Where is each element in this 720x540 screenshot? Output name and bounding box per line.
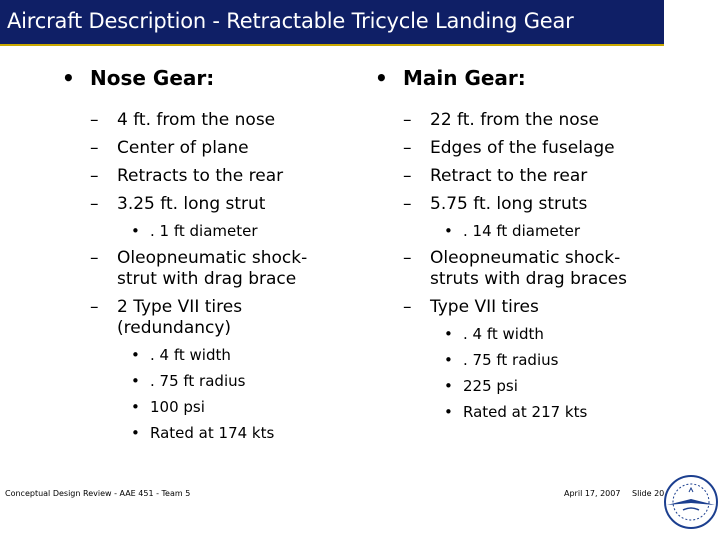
footer-presentation-name: Conceptual Design Review - AAE 451 - Team 5 bbox=[5, 489, 191, 498]
list-item bbox=[62, 248, 372, 290]
list-item bbox=[375, 138, 695, 159]
list-item bbox=[62, 297, 372, 339]
bullet-icon: • bbox=[131, 222, 140, 240]
sub-item-text: . 75 ft radius bbox=[150, 372, 246, 390]
list-item-text: Type VII tires bbox=[430, 297, 539, 317]
footer-date: April 17, 2007 bbox=[564, 489, 621, 498]
nose-gear-heading bbox=[62, 66, 372, 92]
list-item bbox=[375, 297, 695, 318]
sub-item-text: . 4 ft width bbox=[150, 346, 231, 364]
list-item-text: Center of plane bbox=[117, 138, 249, 158]
bullet-icon: • bbox=[131, 424, 140, 442]
sub-item bbox=[62, 398, 372, 417]
list-item bbox=[375, 194, 695, 215]
team-logo-icon bbox=[663, 474, 719, 530]
sub-item bbox=[375, 377, 695, 396]
list-item-text: 4 ft. from the nose bbox=[117, 110, 276, 130]
sub-item-text: . 1 ft diameter bbox=[150, 222, 258, 240]
title-bar bbox=[0, 0, 664, 46]
dash-icon: – bbox=[90, 138, 99, 158]
dash-icon: – bbox=[403, 194, 412, 214]
list-item-text: Retracts to the rear bbox=[117, 166, 284, 186]
bullet-icon: • bbox=[444, 403, 453, 421]
dash-icon: – bbox=[90, 248, 99, 268]
list-item bbox=[375, 110, 695, 131]
bullet-icon: • bbox=[444, 222, 453, 240]
list-item-text: struts with drag braces bbox=[430, 269, 627, 289]
sub-item-text: . 14 ft diameter bbox=[463, 222, 581, 240]
sub-item bbox=[62, 372, 372, 391]
nose-gear-column bbox=[62, 66, 372, 450]
list-item bbox=[62, 166, 372, 187]
list-item-text: Edges of the fuselage bbox=[430, 138, 615, 158]
dash-icon: – bbox=[403, 138, 412, 158]
list-item-text: Retract to the rear bbox=[430, 166, 588, 186]
dash-icon: – bbox=[90, 194, 99, 214]
dash-icon: – bbox=[403, 297, 412, 317]
bullet-icon: • bbox=[444, 351, 453, 369]
main-gear-column bbox=[375, 66, 695, 429]
list-item-text: strut with drag brace bbox=[117, 269, 297, 289]
sub-item bbox=[62, 346, 372, 365]
footer-slide-number: Slide 20 bbox=[632, 489, 665, 498]
sub-item-text: Rated at 217 kts bbox=[463, 403, 588, 421]
list-item-text: Oleopneumatic shock- bbox=[117, 248, 308, 268]
list-item-text: 5.75 ft. long struts bbox=[430, 194, 588, 214]
sub-item bbox=[62, 222, 372, 241]
bullet-icon: • bbox=[444, 377, 453, 395]
list-item bbox=[375, 166, 695, 187]
sub-item-text: . 4 ft width bbox=[463, 325, 544, 343]
sub-item bbox=[62, 424, 372, 443]
list-item-text: (redundancy) bbox=[117, 318, 232, 338]
sub-item-text: . 75 ft radius bbox=[463, 351, 559, 369]
sub-item-text: 100 psi bbox=[150, 398, 205, 416]
sub-item bbox=[375, 325, 695, 344]
dash-icon: – bbox=[403, 110, 412, 130]
bullet-icon: • bbox=[375, 66, 388, 90]
list-item-text: 22 ft. from the nose bbox=[430, 110, 599, 130]
main-gear-heading bbox=[375, 66, 695, 92]
dash-icon: – bbox=[403, 166, 412, 186]
dash-icon: – bbox=[90, 110, 99, 130]
sub-item-text: Rated at 174 kts bbox=[150, 424, 275, 442]
bullet-icon: • bbox=[131, 398, 140, 416]
bullet-icon: • bbox=[62, 66, 75, 90]
list-item bbox=[62, 194, 372, 215]
dash-icon: – bbox=[90, 297, 99, 317]
sub-item-text: 225 psi bbox=[463, 377, 518, 395]
list-item-text: 3.25 ft. long strut bbox=[117, 194, 266, 214]
dash-icon: – bbox=[403, 248, 412, 268]
list-item-text: 2 Type VII tires bbox=[117, 297, 243, 317]
list-item bbox=[62, 138, 372, 159]
dash-icon: – bbox=[90, 166, 99, 186]
list-item-text: Oleopneumatic shock- bbox=[430, 248, 621, 268]
slide-title: Aircraft Description - Retractable Tricycle Landing Gear bbox=[7, 9, 574, 33]
list-item bbox=[62, 110, 372, 131]
sub-item bbox=[375, 222, 695, 241]
main-gear-heading-text: Main Gear: bbox=[403, 66, 526, 90]
bullet-icon: • bbox=[131, 372, 140, 390]
bullet-icon: • bbox=[444, 325, 453, 343]
sub-item bbox=[375, 351, 695, 370]
sub-item bbox=[375, 403, 695, 422]
nose-gear-heading-text: Nose Gear: bbox=[90, 66, 215, 90]
bullet-icon: • bbox=[131, 346, 140, 364]
list-item bbox=[375, 248, 695, 290]
